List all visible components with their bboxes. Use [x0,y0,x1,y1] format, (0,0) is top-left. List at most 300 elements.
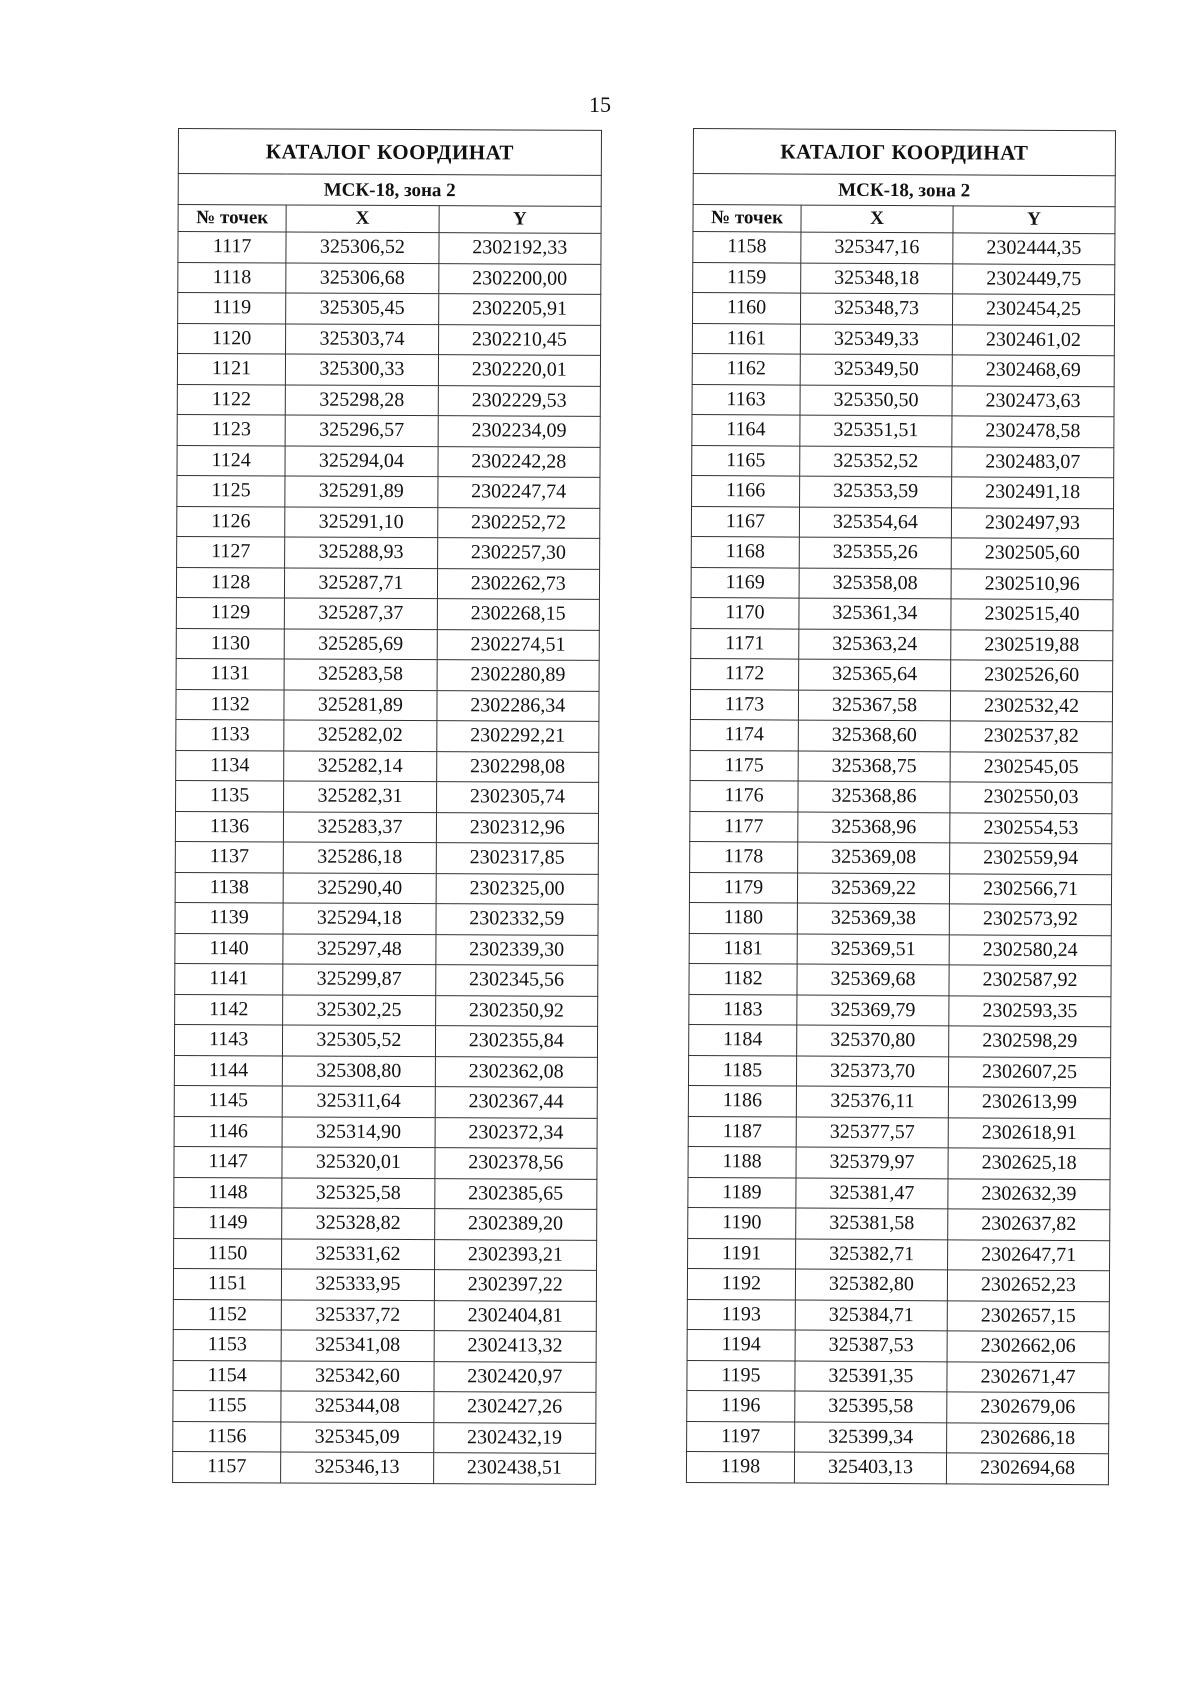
x-coordinate-cell: 325341,08 [281,1330,433,1361]
y-coordinate-cell: 2302280,89 [437,660,600,691]
table-row [688,1055,1110,1088]
column-header-point-number: № точек [693,205,801,233]
point-number-cell: 1123 [177,414,285,445]
table-row [688,1146,1110,1179]
y-coordinate-cell: 2302350,92 [435,995,598,1026]
x-coordinate-cell: 325287,71 [285,567,437,598]
table-row [178,323,601,355]
table-row [177,414,600,446]
point-number-cell: 1197 [687,1421,795,1452]
y-coordinate-cell: 2302292,21 [436,721,599,752]
table-row [691,536,1113,569]
point-number-cell: 1174 [690,719,798,750]
table-row [690,780,1112,813]
point-number-cell: 1196 [687,1390,795,1421]
x-coordinate-cell: 325369,51 [797,934,949,965]
y-coordinate-cell: 2302372,34 [435,1117,598,1148]
y-coordinate-cell: 2302662,06 [947,1331,1109,1362]
point-number-cell: 1165 [692,445,800,476]
point-number-cell: 1187 [688,1116,796,1147]
x-coordinate-cell: 325348,18 [801,263,953,294]
table-row [692,323,1114,356]
point-number-cell: 1179 [689,872,797,903]
page-number: 15 [589,92,611,117]
x-coordinate-cell: 325376,11 [796,1086,948,1117]
point-number-cell: 1126 [177,506,285,537]
y-coordinate-cell: 2302573,92 [949,904,1111,935]
y-coordinate-cell: 2302234,09 [438,416,601,447]
table-row [173,1268,596,1300]
x-coordinate-cell: 325351,51 [800,415,952,446]
y-coordinate-cell: 2302532,42 [950,690,1112,721]
x-coordinate-cell: 325294,18 [283,903,435,934]
point-number-cell: 1191 [688,1238,796,1269]
y-coordinate-cell: 2302413,32 [434,1331,597,1362]
y-coordinate-cell: 2302515,40 [951,599,1113,630]
x-coordinate-cell: 325308,80 [283,1055,435,1086]
table-row [691,567,1113,600]
table-row [689,902,1111,935]
x-coordinate-cell: 325350,50 [800,385,952,416]
table-row [687,1421,1109,1454]
y-coordinate-cell: 2302468,69 [952,355,1114,386]
y-coordinate-cell: 2302444,35 [953,233,1115,264]
table-title: КАТАЛОГ КООРДИНАТ [693,129,1115,176]
x-coordinate-cell: 325369,08 [798,842,950,873]
x-coordinate-cell: 325349,50 [800,354,952,385]
y-coordinate-cell: 2302559,94 [950,843,1112,874]
x-coordinate-cell: 325306,68 [286,262,438,293]
point-number-cell: 1172 [691,658,799,689]
x-coordinate-cell: 325320,01 [282,1147,434,1178]
y-coordinate-cell: 2302389,20 [434,1209,597,1240]
table-row [175,994,598,1026]
x-coordinate-cell: 325368,60 [798,720,950,751]
point-number-cell: 1135 [176,780,284,811]
point-number-cell: 1158 [693,232,801,263]
y-coordinate-cell: 2302587,92 [949,965,1111,996]
y-coordinate-cell: 2302210,45 [438,324,601,355]
table-row [173,1329,596,1361]
table-row [689,994,1111,1027]
point-number-cell: 1156 [173,1421,281,1452]
table-row [176,597,599,629]
x-coordinate-cell: 325333,95 [282,1269,434,1300]
table-row [690,811,1112,844]
column-header-y: Y [953,206,1115,234]
y-coordinate-cell: 2302537,82 [950,721,1112,752]
y-coordinate-cell: 2302449,75 [953,263,1115,294]
y-coordinate-cell: 2302420,97 [434,1361,597,1392]
point-number-cell: 1159 [693,262,801,293]
point-number-cell: 1198 [686,1451,794,1482]
y-coordinate-cell: 2302262,73 [437,568,600,599]
table-row [174,1238,597,1270]
x-coordinate-cell: 325282,31 [284,781,436,812]
y-coordinate-cell: 2302229,53 [438,385,601,416]
table-row [175,872,598,904]
table-row [687,1360,1109,1393]
y-coordinate-cell: 2302694,68 [946,1453,1108,1484]
x-coordinate-cell: 325349,33 [800,324,952,355]
table-row [689,963,1111,996]
y-coordinate-cell: 2302491,18 [952,477,1114,508]
point-number-cell: 1176 [690,780,798,811]
y-coordinate-cell: 2302510,96 [951,568,1113,599]
point-number-cell: 1149 [174,1207,282,1238]
table-row [177,536,600,568]
y-coordinate-cell: 2302200,00 [438,263,601,294]
y-coordinate-cell: 2302637,82 [948,1209,1110,1240]
point-number-cell: 1183 [689,994,797,1025]
table-row [690,719,1112,752]
y-coordinate-cell: 2302554,53 [950,812,1112,843]
table-row [693,232,1115,265]
x-coordinate-cell: 325342,60 [281,1360,433,1391]
table-row [175,902,598,934]
x-coordinate-cell: 325287,37 [285,598,437,629]
point-number-cell: 1136 [175,811,283,842]
table-row [173,1421,596,1453]
x-coordinate-cell: 325294,04 [285,445,437,476]
table-row [691,597,1113,630]
x-coordinate-cell: 325379,97 [796,1147,948,1178]
y-coordinate-cell: 2302362,08 [435,1056,598,1087]
x-coordinate-cell: 325368,86 [798,781,950,812]
point-number-cell: 1127 [177,536,285,567]
x-coordinate-cell: 325368,75 [798,751,950,782]
x-coordinate-cell: 325370,80 [797,1025,949,1056]
point-number-cell: 1166 [692,475,800,506]
y-coordinate-cell: 2302580,24 [949,934,1111,965]
point-number-cell: 1195 [687,1360,795,1391]
y-coordinate-cell: 2302247,74 [437,477,600,508]
y-coordinate-cell: 2302192,33 [438,233,601,264]
y-coordinate-cell: 2302598,29 [949,1026,1111,1057]
point-number-cell: 1164 [692,414,800,445]
y-coordinate-cell: 2302286,34 [436,690,599,721]
table-row [692,475,1114,508]
point-number-cell: 1175 [690,750,798,781]
point-number-cell: 1122 [177,384,285,415]
table-row [690,841,1112,874]
table-row [173,1390,596,1422]
y-coordinate-cell: 2302305,74 [436,782,599,813]
coordinate-catalog-table-left [172,128,602,1484]
x-coordinate-cell: 325298,28 [285,384,437,415]
x-coordinate-cell: 325384,71 [795,1300,947,1331]
point-number-cell: 1194 [687,1329,795,1360]
x-coordinate-cell: 325291,10 [285,506,437,537]
table-row [174,1055,597,1087]
point-number-cell: 1163 [692,384,800,415]
table-row [174,1177,597,1209]
table-row [687,1299,1109,1332]
y-coordinate-cell: 2302671,47 [947,1361,1109,1392]
x-coordinate-cell: 325286,18 [283,842,435,873]
y-coordinate-cell: 2302550,03 [950,782,1112,813]
point-number-cell: 1131 [176,658,284,689]
y-coordinate-cell: 2302461,02 [952,324,1114,355]
point-number-cell: 1140 [175,933,283,964]
y-coordinate-cell: 2302393,21 [434,1239,597,1270]
y-coordinate-cell: 2302438,51 [433,1453,596,1484]
point-number-cell: 1152 [173,1299,281,1330]
point-number-cell: 1169 [691,567,799,598]
x-coordinate-cell: 325306,52 [286,232,438,263]
table-row [692,384,1114,417]
y-coordinate-cell: 2302367,44 [435,1087,598,1118]
x-coordinate-cell: 325325,58 [282,1177,434,1208]
x-coordinate-cell: 325353,59 [800,476,952,507]
point-number-cell: 1134 [176,750,284,781]
y-coordinate-cell: 2302205,91 [438,294,601,325]
x-coordinate-cell: 325369,68 [797,964,949,995]
point-number-cell: 1153 [173,1329,281,1360]
y-coordinate-cell: 2302625,18 [948,1148,1110,1179]
y-coordinate-cell: 2302526,60 [951,660,1113,691]
y-coordinate-cell: 2302432,19 [433,1422,596,1453]
y-coordinate-cell: 2302427,26 [433,1392,596,1423]
point-number-cell: 1162 [692,353,800,384]
y-coordinate-cell: 2302325,00 [436,873,599,904]
table-row [691,628,1113,661]
table-row [177,445,600,477]
y-coordinate-cell: 2302385,65 [434,1178,597,1209]
x-coordinate-cell: 325305,52 [283,1025,435,1056]
x-coordinate-cell: 325361,34 [799,598,951,629]
y-coordinate-cell: 2302497,93 [951,507,1113,538]
point-number-cell: 1132 [176,689,284,720]
point-number-cell: 1171 [691,628,799,659]
table-row [178,293,601,325]
y-coordinate-cell: 2302317,85 [436,843,599,874]
y-coordinate-cell: 2302332,59 [436,904,599,935]
point-number-cell: 1129 [176,597,284,628]
point-number-cell: 1148 [174,1177,282,1208]
x-coordinate-cell: 325381,47 [796,1178,948,1209]
x-coordinate-cell: 325300,33 [286,354,438,385]
table-row [174,1116,597,1148]
y-coordinate-cell: 2302505,60 [951,538,1113,569]
x-coordinate-cell: 325369,22 [797,873,949,904]
y-coordinate-cell: 2302298,08 [436,751,599,782]
x-coordinate-cell: 325367,58 [798,690,950,721]
table-row [687,1329,1109,1362]
point-number-cell: 1193 [687,1299,795,1330]
x-coordinate-cell: 325297,48 [283,933,435,964]
x-coordinate-cell: 325296,57 [285,415,437,446]
y-coordinate-cell: 2302618,91 [948,1117,1110,1148]
point-number-cell: 1142 [175,994,283,1025]
point-number-cell: 1192 [687,1268,795,1299]
table-title: КАТАЛОГ КООРДИНАТ [178,129,601,176]
x-coordinate-cell: 325314,90 [282,1116,434,1147]
point-number-cell: 1151 [173,1268,281,1299]
table-row [174,1024,597,1056]
point-number-cell: 1180 [689,902,797,933]
point-number-cell: 1133 [176,719,284,750]
x-coordinate-cell: 325311,64 [282,1086,434,1117]
x-coordinate-cell: 325382,71 [796,1239,948,1270]
x-coordinate-cell: 325358,08 [799,568,951,599]
column-header-x: X [801,205,953,233]
point-number-cell: 1139 [175,902,283,933]
table-row [176,750,599,782]
point-number-cell: 1147 [174,1146,282,1177]
point-number-cell: 1190 [688,1207,796,1238]
point-number-cell: 1117 [178,232,286,263]
y-coordinate-cell: 2302404,81 [434,1300,597,1331]
point-number-cell: 1186 [688,1085,796,1116]
point-number-cell: 1188 [688,1146,796,1177]
y-coordinate-cell: 2302378,56 [434,1148,597,1179]
table-row [687,1268,1109,1301]
point-number-cell: 1141 [175,963,283,994]
y-coordinate-cell: 2302312,96 [436,812,599,843]
table-row [177,384,600,416]
y-coordinate-cell: 2302545,05 [950,751,1112,782]
x-coordinate-cell: 325381,58 [796,1208,948,1239]
x-coordinate-cell: 325377,57 [796,1117,948,1148]
table-row [176,567,599,599]
x-coordinate-cell: 325331,62 [282,1238,434,1269]
table-row [173,1360,596,1392]
x-coordinate-cell: 325344,08 [281,1391,433,1422]
point-number-cell: 1184 [689,1024,797,1055]
x-coordinate-cell: 325282,02 [284,720,436,751]
point-number-cell: 1173 [690,689,798,720]
y-coordinate-cell: 2302686,18 [947,1422,1109,1453]
x-coordinate-cell: 325369,79 [797,995,949,1026]
column-header-point-number: № точек [178,205,286,232]
table-subtitle: МСК-18, зона 2 [693,174,1115,207]
y-coordinate-cell: 2302607,25 [948,1056,1110,1087]
table-row [175,841,598,873]
x-coordinate-cell: 325355,26 [799,537,951,568]
point-number-cell: 1119 [178,293,286,324]
table-row [176,780,599,812]
x-coordinate-cell: 325291,89 [285,476,437,507]
x-coordinate-cell: 325347,16 [801,232,953,263]
table-row [174,1207,597,1239]
x-coordinate-cell: 325337,72 [281,1299,433,1330]
x-coordinate-cell: 325283,58 [284,659,436,690]
table-row [175,811,598,843]
x-coordinate-cell: 325303,74 [286,323,438,354]
x-coordinate-cell: 325345,09 [281,1421,433,1452]
point-number-cell: 1118 [178,262,286,293]
table-row [173,1299,596,1331]
table-row [176,719,599,751]
x-coordinate-cell: 325328,82 [282,1208,434,1239]
y-coordinate-cell: 2302454,25 [952,294,1114,325]
table-row [688,1238,1110,1271]
x-coordinate-cell: 325290,40 [283,872,435,903]
y-coordinate-cell: 2302647,71 [948,1239,1110,1270]
table-row [690,750,1112,783]
point-number-cell: 1185 [688,1055,796,1086]
point-number-cell: 1170 [691,597,799,628]
table-row [176,628,599,660]
point-number-cell: 1124 [177,445,285,476]
point-number-cell: 1121 [177,354,285,385]
y-coordinate-cell: 2302339,30 [435,934,598,965]
y-coordinate-cell: 2302483,07 [952,446,1114,477]
point-number-cell: 1182 [689,963,797,994]
y-coordinate-cell: 2302257,30 [437,538,600,569]
point-number-cell: 1144 [174,1055,282,1086]
point-number-cell: 1143 [174,1024,282,1055]
y-coordinate-cell: 2302268,15 [437,599,600,630]
point-number-cell: 1189 [688,1177,796,1208]
y-coordinate-cell: 2302593,35 [949,995,1111,1026]
x-coordinate-cell: 325387,53 [795,1330,947,1361]
point-number-cell: 1155 [173,1390,281,1421]
table-row [691,506,1113,539]
point-number-cell: 1150 [174,1238,282,1269]
table-row [692,293,1114,326]
x-coordinate-cell: 325403,13 [794,1452,946,1483]
y-coordinate-cell: 2302242,28 [438,446,601,477]
table-row [174,1146,597,1178]
y-coordinate-cell: 2302679,06 [947,1392,1109,1423]
table-row [689,933,1111,966]
table-row [177,506,600,538]
y-coordinate-cell: 2302274,51 [437,629,600,660]
y-coordinate-cell: 2302657,15 [947,1300,1109,1331]
y-coordinate-cell: 2302473,63 [952,385,1114,416]
point-number-cell: 1168 [691,536,799,567]
x-coordinate-cell: 325368,96 [798,812,950,843]
table-row [176,658,599,690]
x-coordinate-cell: 325354,64 [799,507,951,538]
x-coordinate-cell: 325363,24 [799,629,951,660]
table-body [173,232,601,1484]
y-coordinate-cell: 2302397,22 [434,1270,597,1301]
point-number-cell: 1154 [173,1360,281,1391]
table-body [686,232,1115,1485]
x-coordinate-cell: 325288,93 [285,537,437,568]
table-row [690,689,1112,722]
point-number-cell: 1177 [690,811,798,842]
x-coordinate-cell: 325285,69 [284,628,436,659]
table-row [178,232,601,264]
table-row [689,1024,1111,1057]
x-coordinate-cell: 325352,52 [800,446,952,477]
point-number-cell: 1181 [689,933,797,964]
table-row [178,262,601,294]
x-coordinate-cell: 325391,35 [795,1361,947,1392]
point-number-cell: 1157 [173,1451,281,1482]
x-coordinate-cell: 325299,87 [283,964,435,995]
x-coordinate-cell: 325281,89 [284,689,436,720]
x-coordinate-cell: 325282,14 [284,750,436,781]
table-row [687,1390,1109,1423]
point-number-cell: 1137 [175,841,283,872]
table-row [688,1116,1110,1149]
y-coordinate-cell: 2302478,58 [952,416,1114,447]
point-number-cell: 1125 [177,475,285,506]
table-row [688,1085,1110,1118]
point-number-cell: 1167 [691,506,799,537]
coordinate-catalog-table-right [686,128,1116,1485]
table-row [686,1451,1108,1484]
x-coordinate-cell: 325369,38 [797,903,949,934]
table-row [175,933,598,965]
column-header-y: Y [439,206,602,234]
table-row [688,1207,1110,1240]
